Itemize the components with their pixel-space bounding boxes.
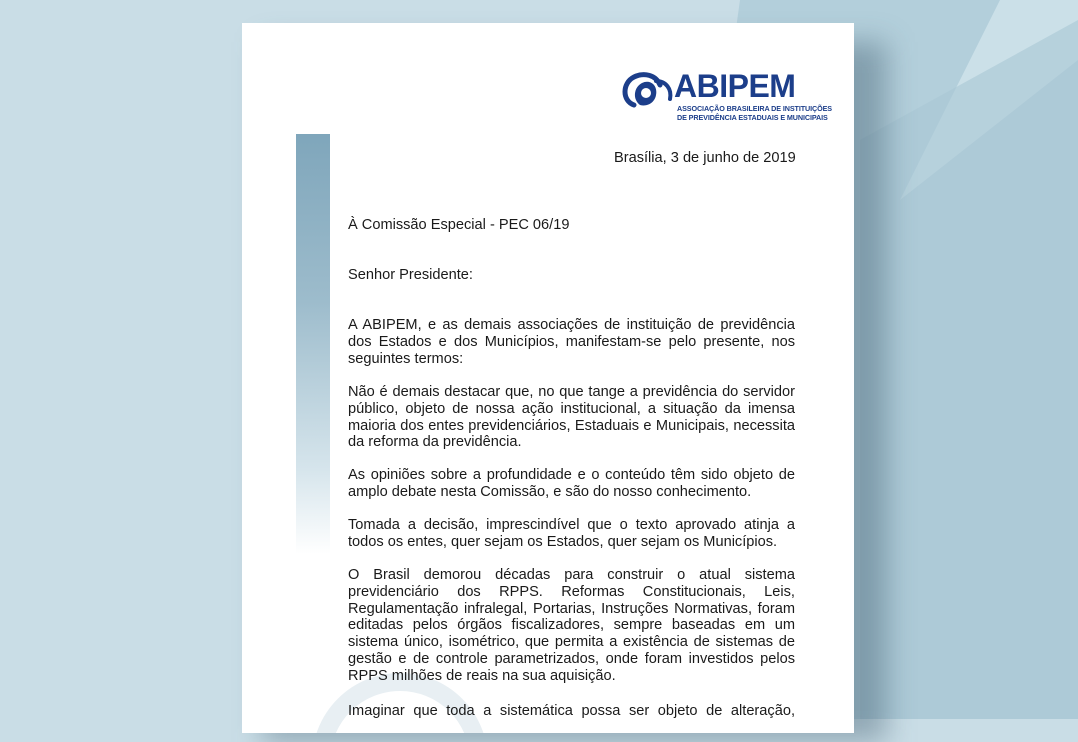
paragraph-5: O Brasil demorou décadas para construir o atual sistema previdenciário dos RPPS. Reformas Constitucionais, Leis, Regulamentação infralegal, Portarias, Instruções Normativas, foram editadas pelos órgãos fiscalizadores, sempre baseadas em um sistema único, isométrico, que permita a existência de sistemas de gestão e de controle parametrizados, onde foram investidos pelos RPPS milhões de reais na sua aquisição.: [348, 567, 795, 684]
letter-addressee: À Comissão Especial - PEC 06/19: [348, 217, 570, 233]
letter-page: [242, 23, 854, 733]
logo-subtitle-line1: ASSOCIAÇÃO BRASILEIRA DE INSTITUIÇÕES: [677, 104, 832, 113]
abipem-logo: [620, 68, 832, 128]
paragraph-2: Não é demais destacar que, no que tange a previdência do servidor público, objeto de nossa ação institucional, a situação da imensa maioria dos entes previdenciários, Estaduais e Municipais, necessita da reforma da previdência.: [348, 384, 795, 451]
side-gradient-bar: [296, 134, 330, 554]
paragraph-4: Tomada a decisão, imprescindível que o texto aprovado atinja a todos os entes, quer sejam os Estados, quer sejam os Municípios.: [348, 517, 795, 550]
paragraph-1: A ABIPEM, e as demais associações de instituição de previdência dos Estados e dos Municípios, manifestam-se pelo presente, nos seguintes termos:: [348, 317, 795, 367]
logo-subtitle-line2: DE PREVIDÊNCIA ESTADUAIS E MUNICIPAIS: [677, 113, 828, 122]
logo-name: ABIPEM: [674, 68, 796, 104]
logo-subtitle: [677, 104, 832, 122]
letter-salutation: Senhor Presidente:: [348, 267, 473, 283]
paragraph-6: Imaginar que toda a sistemática possa ser objeto de alteração,: [348, 703, 795, 719]
letter-date: Brasília, 3 de junho de 2019: [614, 150, 796, 166]
paragraph-3: As opiniões sobre a profundidade e o conteúdo têm sido objeto de amplo debate nesta Comissão, e são do nosso conhecimento.: [348, 467, 795, 500]
abipem-logo-icon: [620, 71, 676, 111]
